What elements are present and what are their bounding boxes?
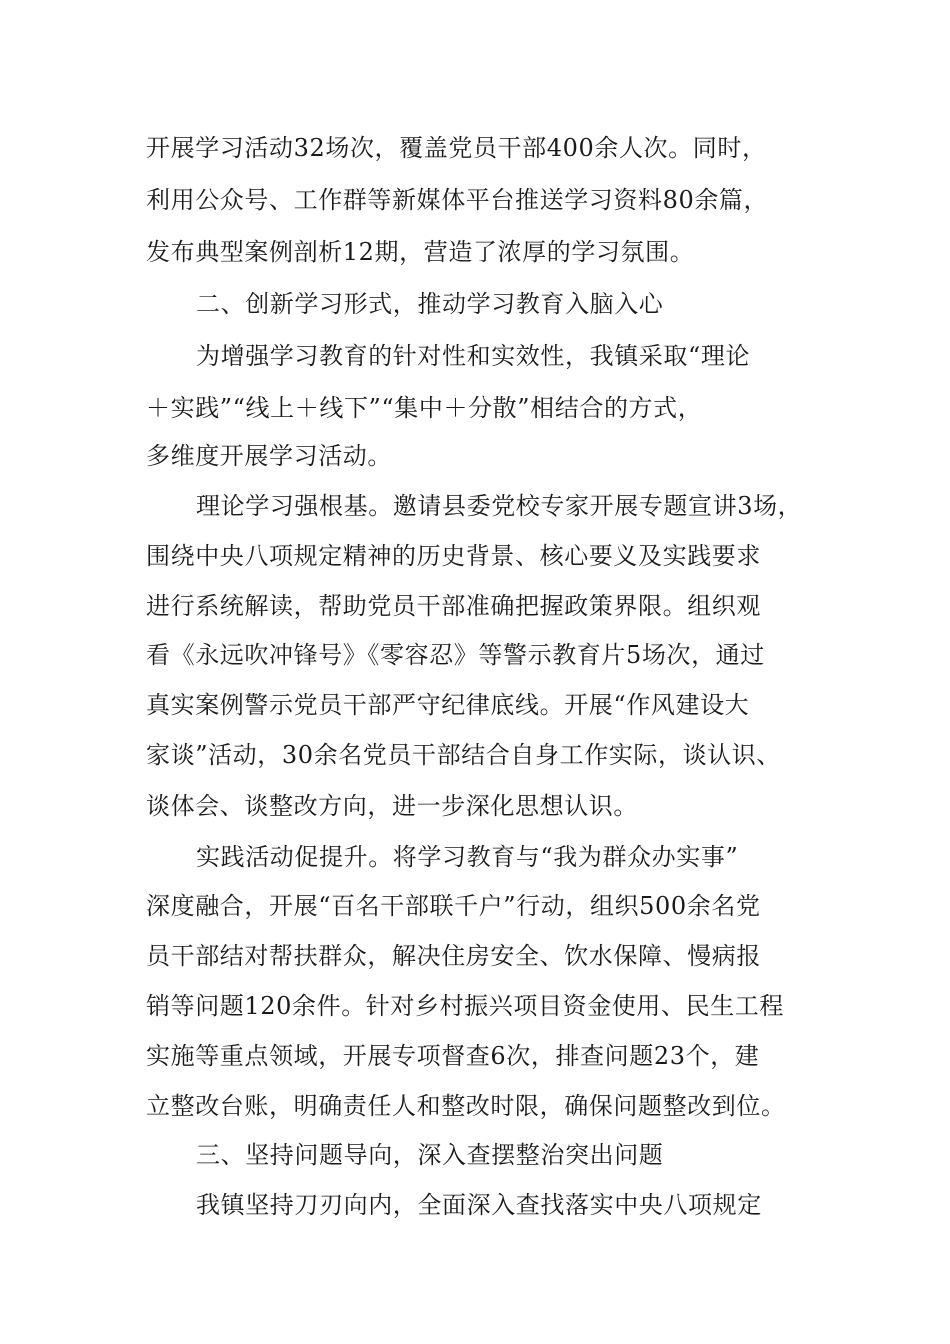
body-text-line: 深度融合，开展“百名干部联千户”行动，组织500余名党 xyxy=(146,892,761,920)
body-text-line: ＋实践”“线上＋线下”“集中＋分散”相结合的方式， xyxy=(146,394,703,422)
body-text-line: 实践活动促提升。将学习教育与“我为群众办实事” xyxy=(196,843,739,871)
body-text-line: 发布典型案例剖析12期，营造了浓厚的学习氛围。 xyxy=(146,238,695,266)
body-text-line: 利用公众号、工作群等新媒体平台推送学习资料80余篇， xyxy=(146,186,769,214)
body-text-line: 谈体会、谈整改方向，进一步深化思想认识。 xyxy=(146,792,638,820)
body-text-line: 为增强学习教育的针对性和实效性，我镇采取“理论 xyxy=(196,342,751,370)
body-text-line: 销等问题120余件。针对乡村振兴项目资金使用、民生工程 xyxy=(146,992,785,1020)
body-text-line: 围绕中央八项规定精神的历史背景、核心要义及实践要求 xyxy=(146,542,761,570)
body-text-line: 理论学习强根基。邀请县委党校专家开展专题宣讲3场， xyxy=(196,492,803,520)
body-text-line: 多维度开展学习活动。 xyxy=(146,442,392,470)
body-text-line: 进行系统解读，帮助党员干部准确把握政策界限。组织观 xyxy=(146,592,761,620)
body-text-line: 家谈”活动，30余名党员干部结合自身工作实际，谈认识、 xyxy=(146,741,782,769)
body-text-line: 看《永远吹冲锋号》《零容忍》等警示教育片5场次，通过 xyxy=(146,641,765,669)
section-heading-3: 三、坚持问题导向，深入查摆整治突出问题 xyxy=(196,1141,664,1169)
section-heading-2: 二、创新学习形式，推动学习教育入脑入心 xyxy=(196,290,664,318)
body-text-line: 立整改台账，明确责任人和整改时限，确保问题整改到位。 xyxy=(146,1092,786,1120)
body-text-line: 员干部结对帮扶群众，解决住房安全、饮水保障、慢病报 xyxy=(146,942,761,970)
body-text-line: 我镇坚持刀刃向内，全面深入查找落实中央八项规定 xyxy=(196,1191,762,1219)
body-text-line: 实施等重点领域，开展专项督查6次，排查问题23个，建 xyxy=(146,1042,760,1070)
body-text-line: 真实案例警示党员干部严守纪律底线。开展“作风建设大 xyxy=(146,691,750,719)
body-text-line: 开展学习活动32场次，覆盖党员干部400余人次。同时， xyxy=(146,134,767,162)
